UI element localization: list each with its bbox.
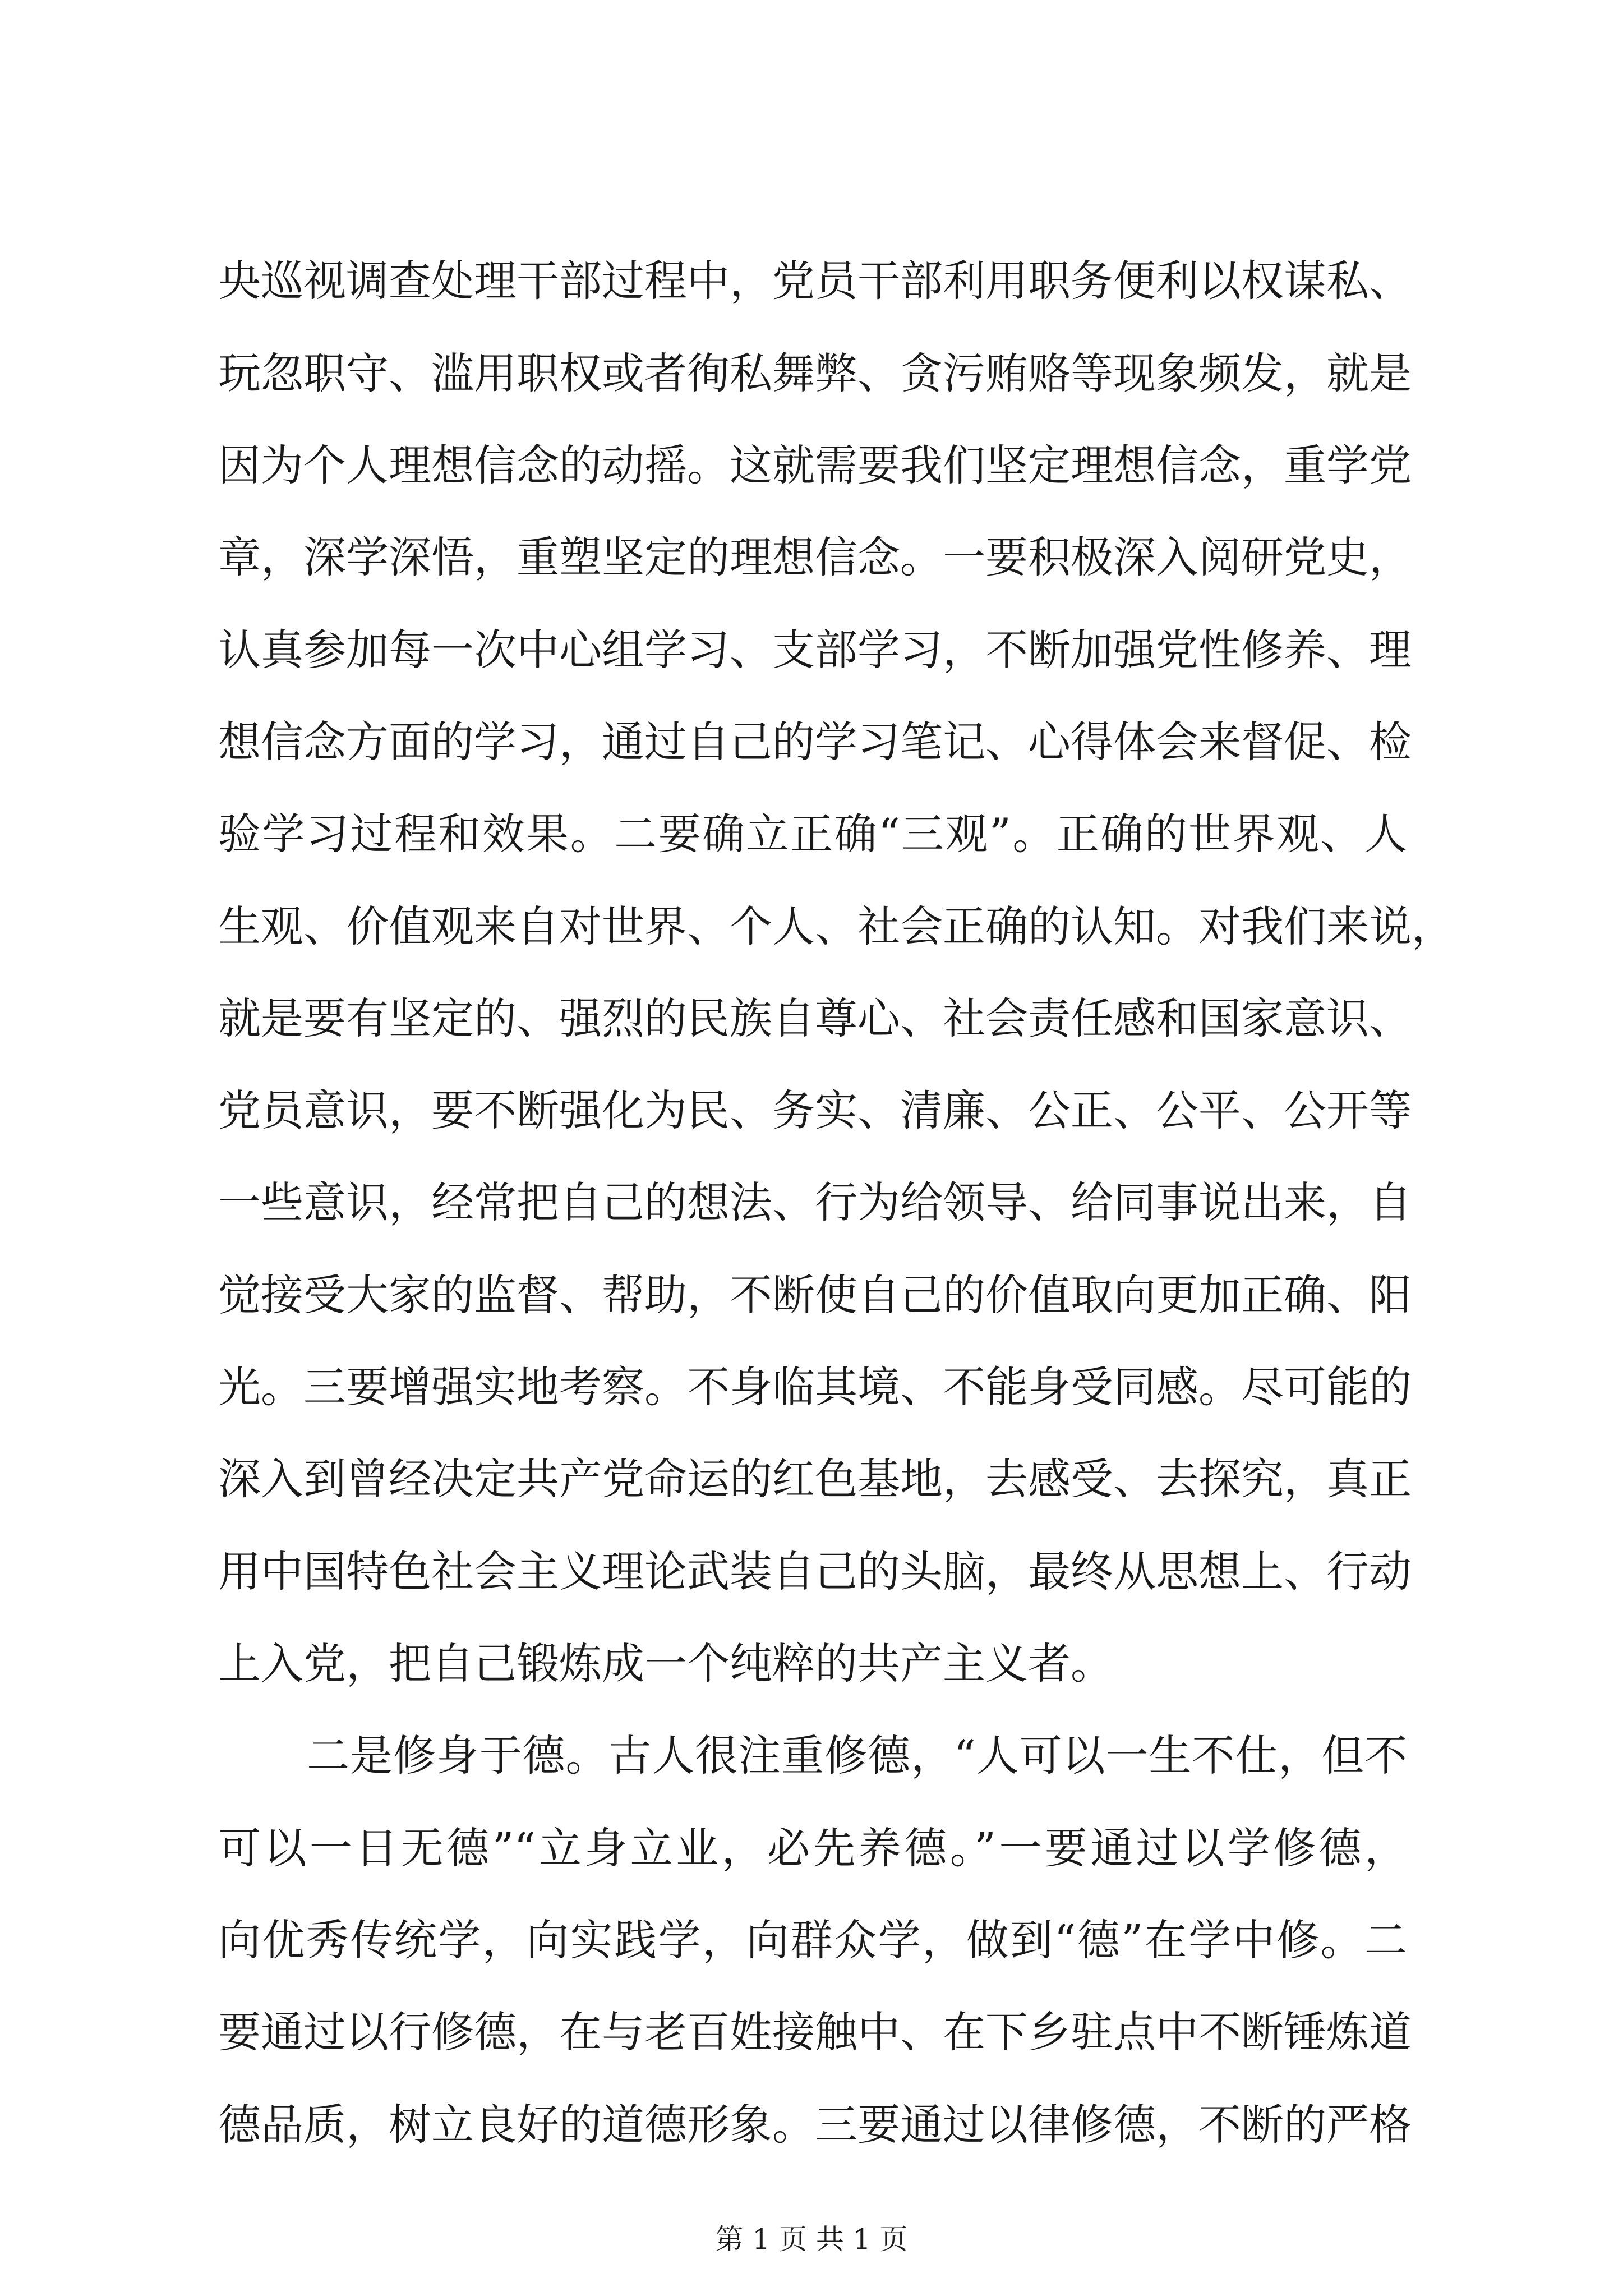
paragraph-line: 深入到曾经决定共产党命运的红色基地，去感受、去探究，真正 <box>218 1454 1412 1504</box>
paragraph-line: 用中国特色社会主义理论武装自己的头脑，最终从思想上、行动 <box>218 1547 1412 1596</box>
paragraph-line: 章，深学深悟，重塑坚定的理想信念。一要积极深入阅研党史， <box>218 532 1412 582</box>
paragraph-line: 想信念方面的学习，通过自己的学习笔记、心得体会来督促、检 <box>218 717 1412 767</box>
paragraph-line: 上入党，把自己锻炼成一个纯粹的共产主义者。 <box>218 1639 1113 1688</box>
paragraph-line: 玩忽职守、滥用职权或者徇私舞弊、贪污贿赂等现象频发，就是 <box>218 348 1412 398</box>
paragraph-line: 央巡视调查处理干部过程中，党员干部利用职务便利以权谋私、 <box>218 256 1412 306</box>
paragraph-line: 觉接受大家的监督、帮助，不断使自己的价值取向更加正确、阳 <box>218 1270 1412 1320</box>
paragraph-line: 要通过以行修德，在与老百姓接触中、在下乡驻点中不断锤炼道 <box>218 2007 1412 2057</box>
paragraph-line: 向优秀传统学，向实践学，向群众学，做到“德”在学中修。二 <box>218 1915 1407 1965</box>
paragraph-line: 党员意识，要不断强化为民、务实、清廉、公正、公平、公开等 <box>218 1085 1412 1135</box>
paragraph-line: 二是修身于德。古人很注重修德，“人可以一生不仕，但不 <box>307 1731 1407 1780</box>
paragraph-line: 可以一日无德”“立身立业，必先养德。”一要通过以学修德， <box>218 1823 1407 1873</box>
paragraph-line: 光。三要增强实地考察。不身临其境、不能身受同感。尽可能的 <box>218 1362 1412 1412</box>
paragraph-line: 德品质，树立良好的道德形象。三要通过以律修德，不断的严格 <box>218 2100 1412 2150</box>
paragraph-line: 一些意识，经常把自己的想法、行为给领导、给同事说出来，自 <box>218 1177 1412 1227</box>
paragraph-line: 认真参加每一次中心组学习、支部学习，不断加强党性修养、理 <box>218 625 1412 675</box>
paragraph-line: 验学习过程和效果。二要确立正确“三观”。正确的世界观、人 <box>218 809 1407 859</box>
paragraph-line: 就是要有坚定的、强烈的民族自尊心、社会责任感和国家意识、 <box>218 993 1412 1043</box>
paragraph-line: 生观、价值观来自对世界、个人、社会正确的认知。对我们来说， <box>218 901 1454 951</box>
page-footer: 第 1 页 共 1 页 <box>715 2223 908 2256</box>
paragraph-line: 因为个人理想信念的动摇。这就需要我们坚定理想信念，重学党 <box>218 440 1412 490</box>
